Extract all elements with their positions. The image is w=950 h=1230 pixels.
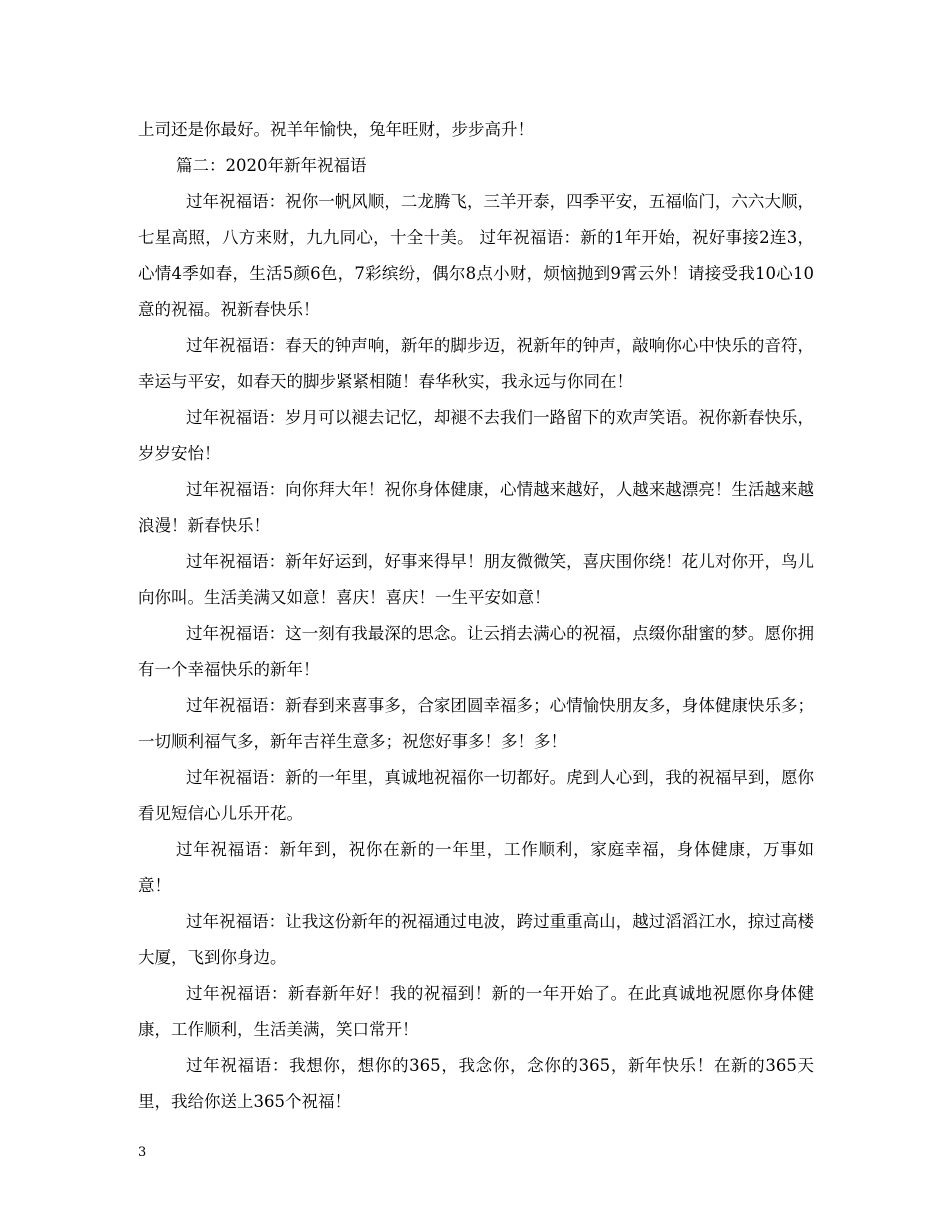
paragraph: 过年祝福语：岁月可以褪去记忆，却褪不去我们一路留下的欢声笑语。祝你新春快乐，岁岁安怡！ xyxy=(138,408,814,463)
paragraph: 过年祝福语：这一刻有我最深的思念。让云捎去满心的祝福，点缀你甜蜜的梦。愿你拥有一个幸福快乐的新年！ xyxy=(138,624,814,679)
paragraph: 过年祝福语：我想你，想你的365，我念你，念你的365，新年快乐！在新的365天里，我给你送上365个祝福！ xyxy=(138,1056,814,1111)
paragraph: 过年祝福语：新的一年里，真诚地祝福你一切都好。虎到人心到，我的祝福早到，愿你看见短信心儿乐开花。 xyxy=(138,768,814,823)
paragraph: 过年祝福语：春天的钟声响，新年的脚步迈，祝新年的钟声，敲响你心中快乐的音符，幸运与平安，如春天的脚步紧紧相随！春华秋实，我永远与你同在！ xyxy=(138,336,814,391)
page-number: 3 xyxy=(138,1145,147,1160)
paragraph: 过年祝福语：新春到来喜事多，合家团圆幸福多；心情愉快朋友多，身体健康快乐多；一切顺利福气多，新年吉祥生意多；祝您好事多！多！多！ xyxy=(138,696,814,751)
paragraph: 上司还是你最好。祝羊年愉快，兔年旺财，步步高升！ xyxy=(138,120,534,139)
document-body xyxy=(138,112,814,1120)
paragraph: 过年祝福语：新年到，祝你在新的一年里，工作顺利，家庭幸福，身体健康，万事如意！ xyxy=(138,840,814,895)
paragraph: 过年祝福语：让我这份新年的祝福通过电波，跨过重重高山，越过滔滔江水，掠过高楼大厦，飞到你身边。 xyxy=(138,912,814,967)
paragraph: 过年祝福语：向你拜大年！祝你身体健康，心情越来越好，人越来越漂亮！生活越来越浪漫！新春快乐！ xyxy=(138,480,814,535)
section-heading: 篇二：2020年新年祝福语 xyxy=(176,156,367,175)
paragraph: 过年祝福语：新春新年好！我的祝福到！新的一年开始了。在此真诚地祝愿你身体健康，工作顺利，生活美满，笑口常开！ xyxy=(138,984,814,1039)
paragraph: 过年祝福语：新年好运到，好事来得早！朋友微微笑，喜庆围你绕！花儿对你开，鸟儿向你叫。生活美满又如意！喜庆！喜庆！一生平安如意！ xyxy=(138,552,814,607)
paragraph: 过年祝福语：祝你一帆风顺，二龙腾飞，三羊开泰，四季平安，五福临门，六六大顺，七星高照，八方来财，九九同心，十全十美。 过年祝福语：新的1年开始，祝好事接2连3，心情4季如春，生活5颜6色，7彩缤纷，偶尔8点小财，烦恼抛到9霄云外！请接受我10心10意的祝福。祝新春快乐！ xyxy=(138,192,814,319)
